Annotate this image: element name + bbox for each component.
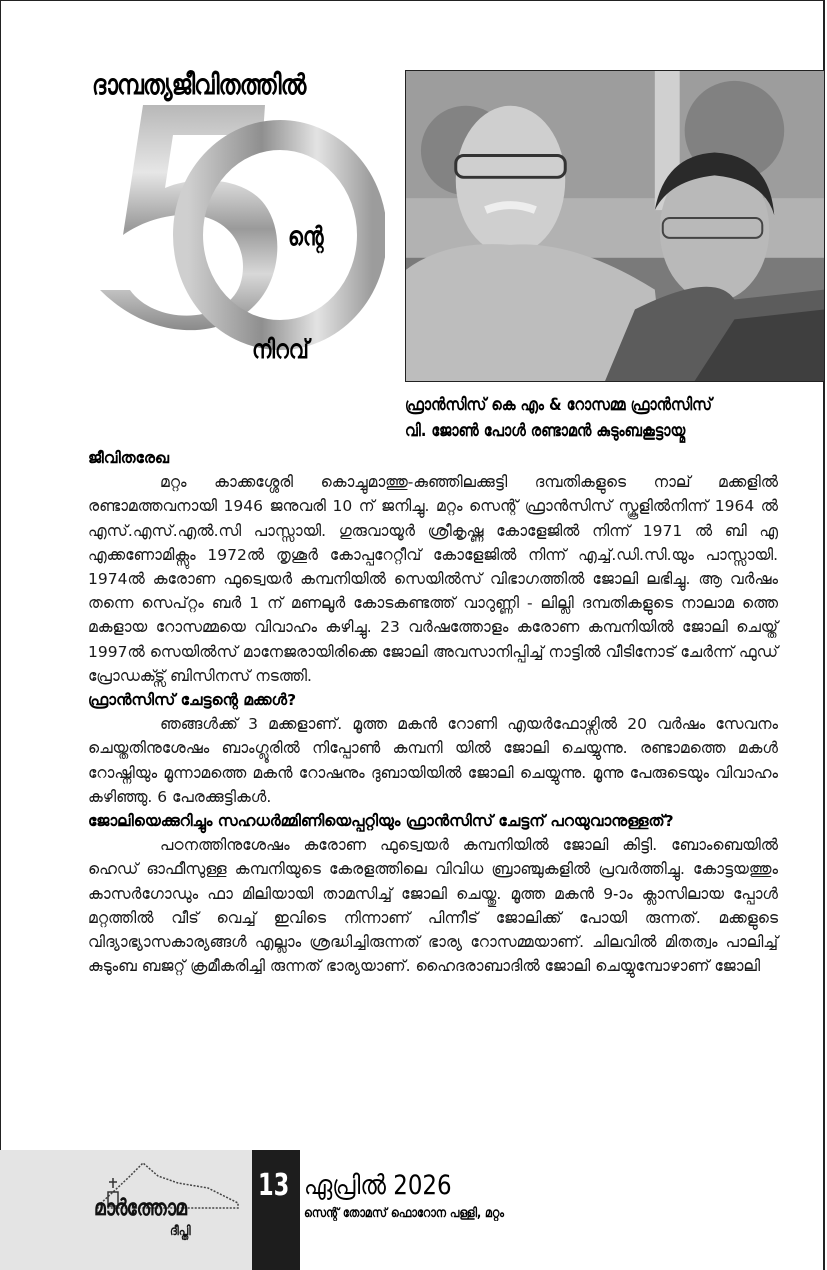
magazine-subtitle: ദീപ്തി — [170, 1224, 191, 1239]
couple-photo — [405, 70, 825, 382]
article-section-biography — [88, 446, 778, 688]
anniversary-50-graphic — [95, 105, 385, 365]
section-paragraph: പഠനത്തിനുശേഷം കരോണ ഫുട്വെയർ കമ്പനിയിൽ ജോലി കിട്ടി. ബോംബെയിൽ ഹെഡ് ഓഫീസുള്ള കമ്പനിയുടെ കേരളത്തിലെ വിവിധ ബ്രാഞ്ചുകളിൽ പ്രവർത്തിച്ചു. കോട്ടയത്തും കാസർഗോഡും ഫാ മിലിയായി താമസിച്ച് ജോലി ചെയ്തു. മൂത്ത മകൻ 9-ാം ക്ലാസിലായ പ്പോൾ മറ്റത്തിൽ വീട് വെച്ച് ഇവിടെ നിന്നാണ് പിന്നീട് ജോലിക്ക് പോയി രുന്നത്. മക്കളുടെ വിദ്യാഭ്യാസകാര്യങ്ങൾ എല്ലാം ശ്രദ്ധിച്ചിരുന്നത് ഭാര്യ റോസമ്മയാണ്. ചിലവിൽ മിതത്വം പാലിച്ച് കുടുംബ ബജറ്റ് ക്രമീകരിച്ചി രുന്നത് ഭാര്യയാണ്. ഹൈദരാബാദിൽ ജോലി ചെയ്യുമ്പോഴാണ് ജോലി — [88, 836, 778, 976]
magazine-title: മാർത്തോമ — [94, 1196, 187, 1221]
magazine-logo-block — [0, 1150, 252, 1270]
section-paragraph: മറ്റം കാക്കശ്ശേരി കൊച്ചുമാത്തു-കുഞ്ഞിലക്കുട്ടി ദമ്പതികളുടെ നാല് മക്കളിൽ രണ്ടാമത്തവനായി 1946 ജനുവരി 10 ന് ജനിച്ചു. മറ്റം സെന്റ് ഫ്രാൻസിസ് സ്കൂളിൽനിന്ന് 1964 ൽ എസ്.എസ്.എൽ.സി പാസ്സായി. ഗുരുവായൂർ ശ്രീകൃഷ്ണ കോളേജിൽ നിന്ന് 1971 ൽ ബി എ എക്കണോമിക്സും 1972ൽ തൃശൂർ കോപ്പറേറ്റീവ് കോളേജിൽ നിന്ന് എച്ച്.ഡി.സി.യും പാസ്സായി. 1974ൽ കരോണ ഫുട്വെയർ കമ്പനിയിൽ സെയിൽസ് വിഭാഗത്തിൽ ജോലി ലഭിച്ചു. ആ വർഷം തന്നെ സെപ്റ്റം ബർ 1 ന് മണലൂർ കോടകണ്ടത്ത് വാറുണ്ണി - ലില്ലി ദമ്പതികളുടെ നാലാമ ത്തെ മകളായ റോസമ്മയെ വിവാഹം കഴിച്ചു. 23 വർഷത്തോളം കരോണ കമ്പനിയിൽ ജോലി ചെയ്ത് 1997ൽ സെയിൽസ് മാനേജരായിരിക്കെ ജോലി അവസാനിപ്പിച്ച് നാട്ടിൽ വീടിനോട് ചേർന്ന് ഫുഡ് പ്രോഡക്ട്സ് ബിസിനസ് നടത്തി. — [88, 473, 778, 685]
tagline-text: നിറവ് — [252, 335, 309, 365]
article-section-children — [88, 688, 778, 809]
page-footer — [0, 1150, 825, 1270]
photo-caption — [405, 392, 712, 444]
issue-month-year: ഏപ്രിൽ 2026 — [304, 1170, 452, 1201]
section-paragraph: ഞങ്ങൾക്ക് 3 മക്കളാണ്. മൂത്ത മകൻ റോണി എയർഫോഴ്സിൽ 20 വർഷം സേവനം ചെയ്തതിനുശേഷം ബാംഗ്ലൂരിൽ നിപ്പോൺ കമ്പനി യിൽ ജോലി ചെയ്യുന്നു. രണ്ടാമത്തെ മകൾ റോഷ്നിയും മൂന്നാമത്തെ മകൻ റോഷനും ദുബായിയിൽ ജോലി ചെയ്യുന്നു. മൂന്നു പേരുടെയും വിവാഹം കഴിഞ്ഞു. 6 പേരക്കുട്ടികൾ. — [88, 715, 778, 806]
caption-group: വി. ജോൺ പോൾ രണ്ടാമൻ കുടുംബകൂട്ടായ്മ — [405, 421, 686, 441]
fifty-number-icon — [95, 105, 385, 365]
caption-names: ഫ്രാൻസിസ് കെ എം & റോസമ്മ ഫ്രാൻസിസ് — [405, 395, 712, 415]
section-heading: ജോലിയെക്കുറിച്ചും സഹധർമ്മിണിയെപ്പറ്റിയും ഫ്രാൻസിസ് ചേട്ടന് പറയുവാനുള്ളത്? — [88, 812, 674, 831]
issue-venue: സെന്റ് തോമസ് ഫൊറോന പള്ളി, മറ്റം — [304, 1206, 504, 1221]
article-body — [88, 446, 778, 978]
headline: ദാമ്പത്യജീവിതത്തിൽ — [92, 68, 306, 101]
couple-photo-image — [406, 71, 824, 381]
issue-day: 13 — [258, 1168, 290, 1203]
article-section-career — [88, 809, 778, 978]
section-heading: ഫ്രാൻസിസ് ചേട്ടന്റെ മക്കൾ? — [88, 691, 297, 710]
suffix-text: ന്റെ — [288, 222, 324, 252]
section-heading: ജീവിതരേഖ — [88, 449, 170, 467]
